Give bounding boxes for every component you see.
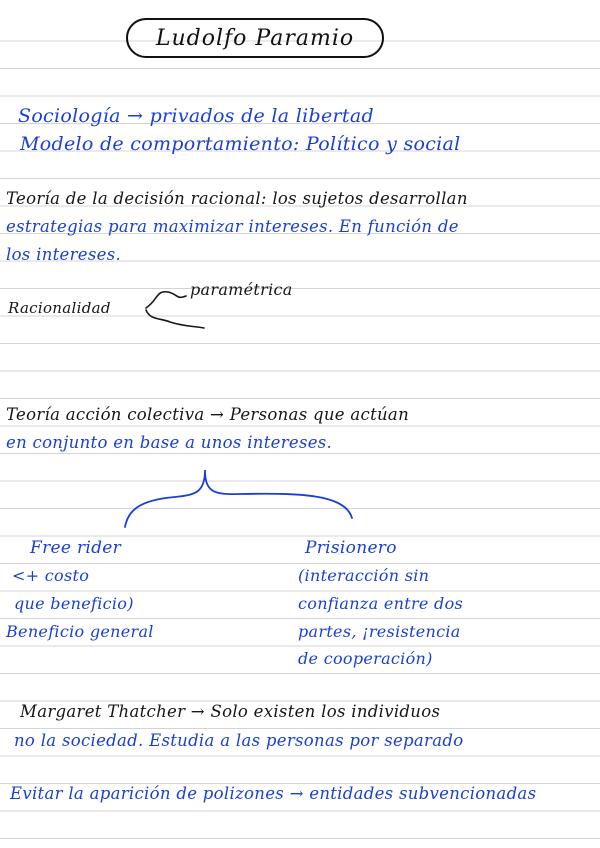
note-accion-colectiva-line1: Teoría acción colectiva → Personas que actúan [6, 405, 409, 424]
note-prisionero-line4: de cooperación) [298, 649, 433, 668]
note-accion-colectiva-line2: en conjunto en base a unos intereses. [6, 433, 333, 452]
note-thatcher-line1: Margaret Thatcher → Solo existen los individuos [20, 702, 441, 721]
squiggle-connector [146, 292, 186, 308]
note-modelo: Modelo de comportamiento: Político y social [20, 133, 461, 155]
note-prisionero-line1: (interacción sin [298, 566, 430, 585]
note-evitar: Evitar la aparición de polizones → entidades subvencionadas [10, 784, 537, 803]
note-sociologia: Sociología → privados de la libertad [18, 105, 374, 127]
note-prisionero: Prisionero [305, 538, 397, 558]
note-prisionero-line2: confianza entre dos [298, 594, 464, 613]
note-teoria-decision-line3: los intereses. [6, 245, 122, 264]
note-prisionero-line3: partes, ¡resistencia [298, 622, 461, 641]
squiggle-tail [146, 310, 204, 328]
note-free-rider-line2: que beneficio) [14, 594, 134, 613]
note-teoria-decision-line1: Teoría de la decisión racional: los sujetos desarrollan [6, 189, 468, 208]
note-free-rider-line1: <+ costo [12, 566, 90, 585]
note-teoria-decision-line2: estrategias para maximizar intereses. En función de [6, 217, 459, 236]
note-racionalidad: Racionalidad [8, 299, 111, 317]
note-parametrica: paramétrica [190, 280, 293, 299]
page-title: Ludolfo Paramio [155, 25, 355, 51]
curly-brace [125, 470, 352, 527]
note-thatcher-line2: no la sociedad. Estudia a las personas por separado [14, 731, 464, 750]
note-free-rider: Free rider [30, 538, 122, 558]
note-free-rider-line3: Beneficio general [6, 622, 154, 641]
